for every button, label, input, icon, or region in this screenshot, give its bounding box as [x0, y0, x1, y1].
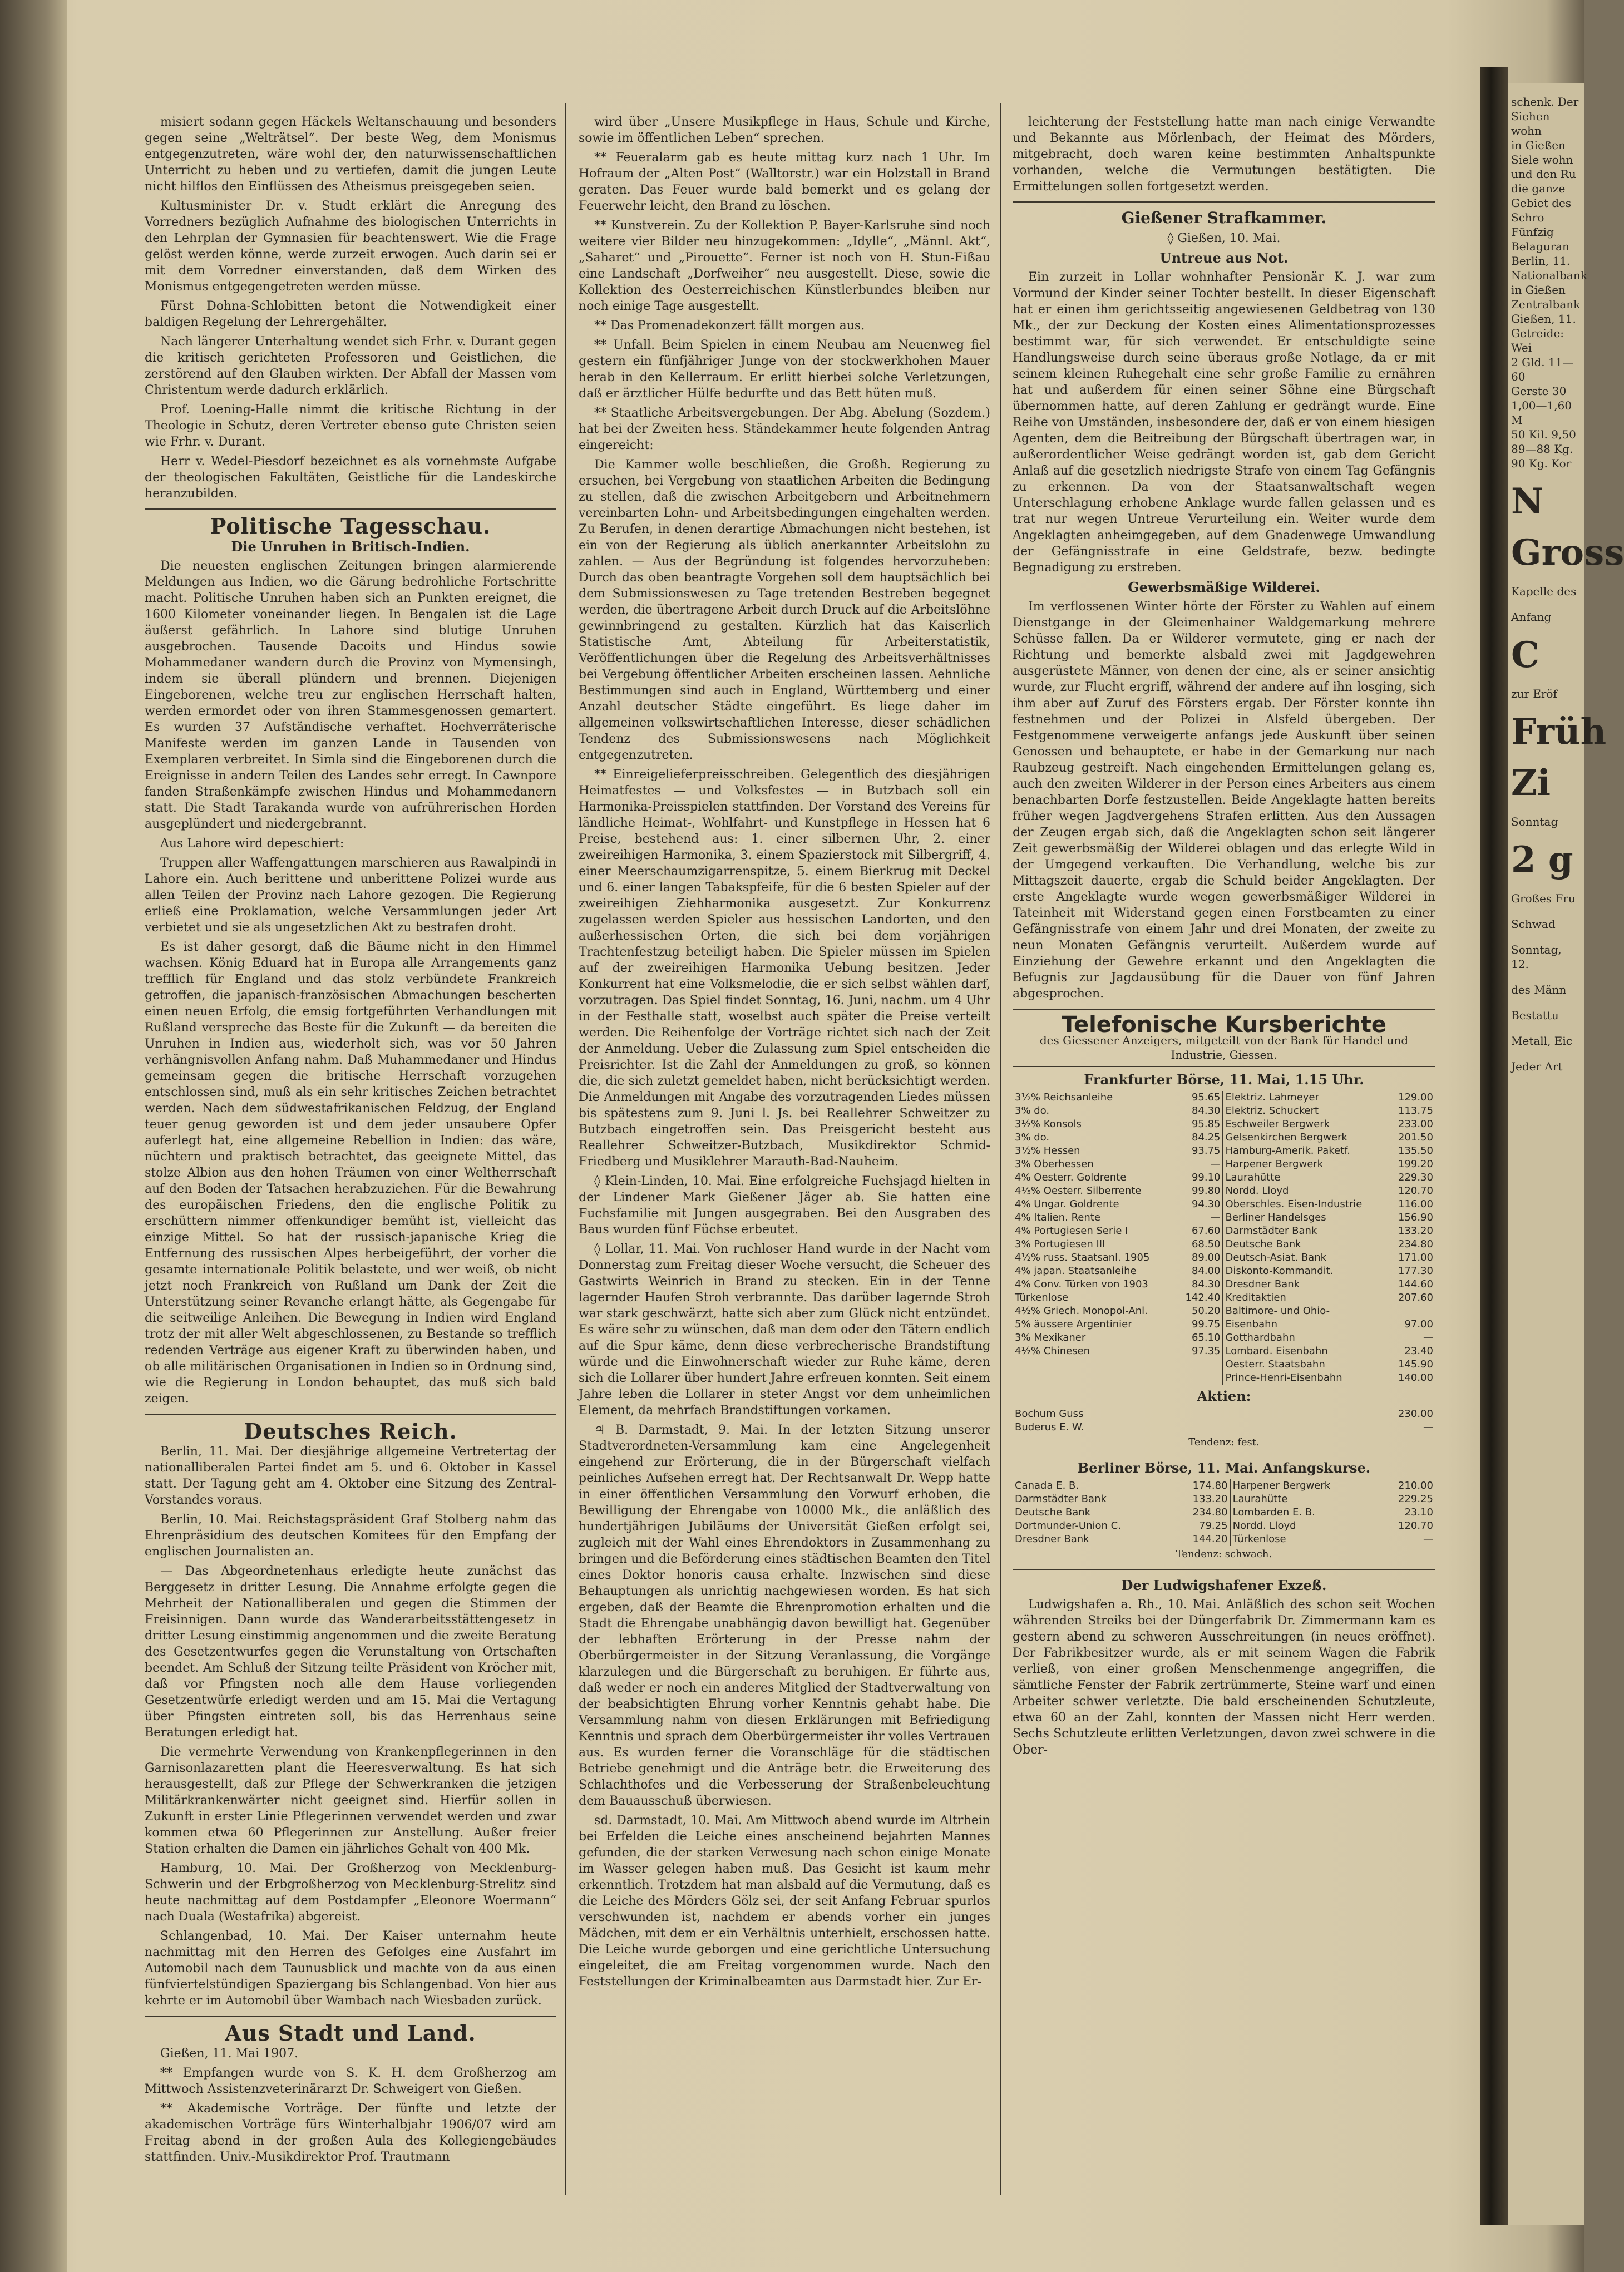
quote-row: [1013, 1184, 1435, 1198]
security-name: 3% Oberhessen: [1015, 1158, 1094, 1170]
security-name: Lombarden E. B.: [1230, 1506, 1378, 1519]
adjacent-ad-text: Metall, Eic: [1511, 1034, 1572, 1048]
adjacent-line: Gerste 30: [1511, 384, 1567, 398]
frankfurt-exchange-heading: Frankfurter Börse, 11. Mai, 1.15 Uhr.: [1084, 1071, 1364, 1088]
quote-value: [1176, 1358, 1223, 1371]
quote-row: [1013, 1506, 1435, 1519]
security-name: Hamburg-Amerik. Paketf.: [1223, 1144, 1389, 1158]
security-name: 3½% Hessen: [1015, 1145, 1080, 1157]
quote-value: 95.85: [1191, 1118, 1221, 1130]
section-rule: [1013, 1009, 1435, 1010]
adjacent-line: in Gießen: [1511, 139, 1566, 152]
quote-row: [1013, 1091, 1435, 1104]
adjacent-line: 50 Kil. 9,50: [1511, 428, 1576, 441]
quote-value: 99.10: [1191, 1172, 1221, 1183]
security-name: Laurahütte: [1223, 1171, 1389, 1184]
security-name: Elektriz. Schuckert: [1223, 1104, 1389, 1118]
quote-row: [1013, 1118, 1435, 1131]
security-name: Deutsche Bank: [1015, 1507, 1091, 1518]
security-name: 3½% Reichsanleihe: [1015, 1091, 1113, 1103]
adjacent-line: Zentralbank: [1511, 298, 1581, 311]
news-item: sd. Darmstadt, 10. Mai. Am Mittwoch abend wurde im Altrhein bei Erfelden die Leiche eines anscheinend bejahrten Mannes gefunden, die der starken Verwesung nach schon einige Monate im Wasser gelegen haben muß. Das Gesicht ist kaum mehr erkenntlich. Trotzdem hat man alsbald auf die Vermutung, daß es die Leiche des Mörders Gölz sei, der seit Anfang Februar spurlos verschwunden ist, nachdem er abends vorher ein junges Mädchen, mit dem er ein Verhältnis unterhielt, erschossen hatte. Die Leiche wurde geborgen und eine gerichtliche Untersuchung eingeleitet, die am Freitag vorgenommen wurde. Nach den Feststellungen der Kriminalbeamten aus Darmstadt hier. Zur Er-: [579, 1814, 990, 1989]
security-name: 3% Mexikaner: [1015, 1332, 1086, 1344]
quote-value: 120.70: [1398, 1185, 1433, 1197]
adjacent-line: Schro: [1511, 211, 1544, 224]
news-item: ◊ Lollar, 11. Mai. Von ruchloser Hand wurde in der Nacht vom Donnerstag zum Freitag dieser Woche versucht, die Scheuer des Gastwirts Weinrich in Brand zu stecken. Ein in der Tenne lagernder Haufen Stroh verbrannte. Das darüber lagernde Stroh war stark geschwärzt, hatte sich aber zum Glück nicht entzündet. Es wäre sehr zu wünschen, daß man dem oder den Tätern endlich auf die Spur käme, denn diese verbrecherische Brandstiftung würde und die Einwohnerschaft wieder zur Ruhe käme, deren sich die Lollarer über hundert Jahre erfreuen konnten. Seit einem Jahre leben die Lollarer in steter Angst vor dem unheimlichen Element, da mehrfach Brandstiftungen vorkamen.: [579, 1242, 990, 1417]
adjacent-line: 2 Gld. 11—60: [1511, 355, 1574, 383]
quote-value: —: [1423, 1533, 1433, 1545]
paragraph: Kultusminister Dr. v. Studt erklärt die Anregung des Vorredners bezüglich Aufnahme des biologischen Unterrichts in den Lehrplan der Gymnasien für beachtenswert. Wie die Frage gelöst werden könne, werde zurzeit erwogen. Auch darin sei er mit dem Vorredner einverstanden, daß dem Wirken des Monismus entgegengetreten werden müsse.: [145, 199, 556, 294]
stock-report-title: Telefonische Kursberichte: [1061, 1012, 1386, 1038]
quote-row: [1013, 1238, 1435, 1251]
security-name: Baltimore- und Ohio-: [1223, 1305, 1389, 1318]
quote-value: 140.00: [1398, 1372, 1433, 1384]
section-title-deutsches-reich: Deutsches Reich.: [244, 1419, 457, 1444]
quote-value: 79.25: [1199, 1520, 1228, 1532]
security-name: Nordd. Lloyd: [1230, 1519, 1378, 1533]
quote-row: [1013, 1291, 1435, 1305]
quote-value: 99.75: [1191, 1318, 1221, 1330]
quote-value: 229.30: [1398, 1172, 1433, 1183]
security-name: 4% Portugiesen Serie I: [1015, 1225, 1128, 1237]
berlin-quotes-table: [1013, 1479, 1435, 1546]
news-item: ** Unfall. Beim Spielen in einem Neubau am Neuenweg fiel gestern ein fünfjähriger Junge von der stockwerkhohen Mauer herab in den Kellerraum. Er erlitt hierbei solche Verletzungen, daß er ärztlicher Hülfe bedurfte und das Bett hüten muß.: [579, 338, 990, 401]
quote-value: 177.30: [1398, 1265, 1433, 1277]
article-ludwigshafen: Ludwigshafen a. Rh., 10. Mai. Anläßlich des schon seit Wochen währenden Streiks bei der Düngerfabrik Dr. Zimmermann kam es gestern abend zu schweren Ausschreitungen (in neues eröffnet). Der Fabrikbesitzer wurde, als er mit seinem Wagen die Fabrik verließ, von einer großen Menschenmenge angegriffen, die sämtliche Fenster der Fabrik zertrümmerte, Steine warf und einen Arbeiter schwer verletzte. Die bald erscheinenden Schutzleute, etwa 60 an der Zahl, konnten der Massen nicht Herr werden. Sechs Schutzleute erlitten Verletzungen, davon zwei schwere in die Ober-: [1013, 1598, 1435, 1757]
paragraph: Fürst Dohna-Schlobitten betont die Notwendigkeit einer baldigen Regelung der Lehrergehälter.: [145, 299, 556, 329]
quote-row: [1013, 1318, 1435, 1331]
quote-value: 120.70: [1398, 1520, 1433, 1532]
adjacent-ad-text: Sonntag, 12.: [1511, 943, 1562, 971]
quote-value: 201.50: [1398, 1132, 1433, 1143]
paragraph: Es ist daher gesorgt, daß die Bäume nicht in den Himmel wachsen. König Eduard hat in Europa alle Arrangements ganz trefflich für England und das stolz verbündete Frankreich getroffen, die japanisch-französischen Abmachungen bescherten einen neuen Erfolg, die emsig fortgeführten Verhandlungen mit Rußland verspreche das Beste für die Zukunft — da bereiten die Unruhen in Indien aus, wiederholt sich, was vor 50 Jahren verhängnisvollen Anfang nahm. Daß Muhammedaner und Hindus gemeinsam gegen die britische Herrschaft vorzugehen entschlossen sind, muß als ein sehr kritisches Zeichen betrachtet werden. Nach dem südwestafrikanischen Feldzug, der England teuer genug geworden ist und dem jeder unsaubere Opfer auferlegt hat, eine allgemeine Rebellion in Indien: das wäre, nüchtern und praktisch betrachtet, das geeignete Mittel, das stolze Albion aus den hohen Träumen von einer Weltherrschaft auf den Boden der Tatsachen herabzuziehen. Für die Bewahrung des europäischen Friedens, den die englische Politik zu erschüttern nimmer offenkundiger bemüht ist, vielleicht das einzige Mittel. So hat der russisch-japanische Krieg die Entfernung des russischen Alpes herbeigeführt, der vorher die gesamte internationale Politik belastete, und wer weiß, ob nicht jetzt noch Frankreich von Rußland um Dank der Zeit die Unterstützung seiner Revanche erlangt hätte, als Gegengabe für die seitweilige Anleihen. Die Bewegung in Indien wird England trotz der mit aller Welt abgeschlossenen, zu Bestande so trefflich redenden Verträge aus eigener Kraft zu überwinden haben, und ob alle militärischen Organisationen in Indien so in Ordnung sind, wie die Regierung in London behauptet, das muß sich bald zeigen.: [145, 940, 556, 1406]
security-name: 4⅕% Oesterr. Silberrente: [1015, 1185, 1142, 1197]
adjacent-ad-text: Früh: [1511, 711, 1607, 753]
adjacent-ad-text: Sonntag: [1511, 815, 1558, 828]
security-name: Buderus E. W.: [1015, 1421, 1084, 1433]
quote-value: 89.00: [1191, 1252, 1221, 1263]
security-name: 4½% russ. Staatsanl. 1905: [1015, 1252, 1150, 1263]
adjacent-line: und den Ru: [1511, 167, 1576, 181]
adjacent-line: Berlin, 11.: [1511, 254, 1571, 268]
quote-value: 95.65: [1191, 1091, 1221, 1103]
adjacent-line: Siehen wohn: [1511, 110, 1550, 137]
quote-value: 67.60: [1191, 1225, 1221, 1237]
article-continuation: leichterung der Feststellung hatte man nach einige Verwandte und Bekannte aus Mörlenbach, der Heimat des Mörders, mitgebracht, doch waren keine bestimmten Anhaltspunkte vorhanden, welche die Vermutungen bestätigten. Die Ermittelungen sollen fortgesetzt werden.: [1013, 115, 1435, 194]
adjacent-line: Getreide: Wei: [1511, 327, 1564, 354]
security-name: Bochum Guss: [1015, 1408, 1084, 1420]
quote-row: [1013, 1144, 1435, 1158]
security-name: 5% äussere Argentinier: [1015, 1318, 1132, 1330]
quote-row: [1013, 1211, 1435, 1224]
paragraph: Berlin, 10. Mai. Reichstagspräsident Graf Stolberg nahm das Ehrenpräsidium des deutschen Komitees für den Empfang der englischen Journalisten an.: [145, 1513, 556, 1559]
quote-row: [1013, 1198, 1435, 1211]
security-name: [1013, 1371, 1176, 1385]
security-name: Canada E. B.: [1015, 1480, 1079, 1491]
news-item: Die Kammer wolle beschließen, die Großh. Regierung zu ersuchen, bei Vergebung von staatlichen Arbeiten die Bedingung zu stellen, daß die zwischen Arbeitgebern und Arbeitnehmern vereinbarten Lohn- und Arbeitsbedingungen eingehalten werden. Zu Berufen, in denen derartige Abmachungen nicht bestehen, ist ein von der Regierung als üblich anerkannter Arbeitslohn zu zahlen. — Aus der Begründung ist folgendes hervorzuheben: Durch das oben beantragte Vorgehen soll dem hauptsächlich bei dem Submissionswesen zu Tage tretenden Bestreben begegnet werden, die übertragene Arbeit durch Druck auf die Arbeitslöhne gewinnbringend zu gestalten. Kürzlich hat das Kaiserlich Statistische Amt, Abteilung für Arbeiterstatistik, Veröffentlichungen über die Regelung des Arbeitsverhältnisses bei Vergebung öffentlicher Arbeiten erscheinen lassen. Aehnliche Bestimmungen sind auch in England, Württemberg und einer Anzahl deutscher Städte eingeführt. Es liege daher im allgemeinen volkswirtschaftlichen Interesse, dieser schädlichen Tendenz des Submissionswesens nach Möglichkeit entgegenzutreten.: [579, 458, 990, 762]
column-1: [145, 114, 556, 2184]
quote-row: [1013, 1421, 1435, 1434]
quote-value: 144.60: [1398, 1278, 1433, 1290]
adjacent-line: Gießen, 11.: [1511, 312, 1576, 325]
section-title-politische-tagesschau: Politische Tagesschau.: [210, 513, 491, 539]
section-title-stadt-und-land: Aus Stadt und Land.: [225, 2021, 476, 2046]
article-wilderei: Im verflossenen Winter hörte der Förster zu Wahlen auf einem Dienstgange in der Gleimenhainer Waldgemarkung mehrere Schüsse fallen. Da er Wilderer vermutete, ging er nach der Richtung und bemerkte alsbald zwei mit Jagdgewehren ausgerüstete Männer, von denen der eine, als er seiner ansichtig wurde, zur Flucht ergriff, während der andere auf ihn losging, sich ihm aber auf Zuruf des Försters ergab. Der Förster konnte ihn festnehmen und der Polizei in Alsfeld übergeben. Der Festgenommene verweigerte anfangs jede Auskunft über seinen Genossen und behauptete, er habe in der Gemarkung nur nach Raubzeug gestreift. Nach eingehenden Ermittelungen gelang es, auch den zweiten Wilderer in der Person eines Arbeiters aus einem benachbarten Dorfe festzustellen. Beide Angeklagte hatten bereits früher wegen Jagdvergehens Strafen erlitten. Aus den Aussagen der Zeugen ergab sich, daß die Angeklagten schon seit längerer Zeit gewerbsmäßig der Wilderei oblagen und das erlegte Wild in der Umgegend verkauften. Die Verhandlung, welche bis zur Mittagszeit dauerte, ergab die Schuld beider Angeklagten. Der erste Angeklagte wurde wegen gewerbsmäßiger Wilderei in Tateinheit mit Widerstand gegen einen Forstbeamten zu einer Gefängnisstrafe von einem Jahr und drei Monaten, der zweite zu neun Monaten Gefängnis verurteilt. Außerdem wurde auf Einziehung der Gewehre erkannt und den Angeklagten die Befugnis zur Jagdausübung für die Dauer von fünf Jahren abgesprochen.: [1013, 600, 1435, 1001]
quote-value: [1389, 1305, 1435, 1318]
paragraph: Schlangenbad, 10. Mai. Der Kaiser unternahm heute nachmittag mit den Herren des Gefolges eine Ausfahrt im Automobil nach dem Taunusblick und machte von da aus einen fünfviertelstündigen Spaziergang bis Schlangenbad. Von hier aus kehrte er im Automobil über Wambach nach Wiesbaden zurück.: [145, 1929, 556, 2008]
security-name: 4% Ungar. Goldrente: [1015, 1198, 1119, 1210]
adjacent-page-text: [1511, 95, 1587, 471]
aktien-heading: Aktien:: [1197, 1388, 1251, 1404]
quote-row: [1013, 1305, 1435, 1318]
adjacent-line: schenk. Der: [1511, 95, 1579, 108]
quote-value: 84.00: [1191, 1265, 1221, 1277]
news-item: ** Staatliche Arbeitsvergebungen. Der Abg. Abelung (Sozdem.) hat bei der Zweiten hess. Ständekammer heute folgenden Antrag eingereicht:: [579, 406, 990, 452]
frankfurt-quotes-table: [1013, 1091, 1435, 1385]
quote-value: 144.20: [1192, 1533, 1228, 1545]
security-name: 3½% Konsols: [1015, 1118, 1082, 1130]
article-title-ludwigshafen: Der Ludwigshafener Exzeß.: [1121, 1577, 1327, 1593]
security-name: Eisenbahn: [1223, 1318, 1389, 1331]
quote-value: 116.00: [1398, 1198, 1433, 1210]
security-name: Prince-Henri-Eisenbahn: [1223, 1371, 1389, 1385]
section-rule: [145, 508, 556, 510]
security-name: Oberschles. Eisen-Industrie: [1223, 1198, 1389, 1211]
news-item: ** Feueralarm gab es heute mittag kurz nach 1 Uhr. Im Hofraum der „Alten Post“ (Walltorstr.) war ein Holzstall in Brand geraten. Das Feuer wurde bald bemerkt und es gelang der Feuerwehr leicht, den Brand zu löschen.: [579, 151, 990, 213]
quote-value: 94.30: [1191, 1198, 1221, 1210]
security-name: 4½% Chinesen: [1015, 1345, 1090, 1357]
adjacent-ad-text: Anfang: [1511, 610, 1552, 624]
paragraph: Die neuesten englischen Zeitungen bringen alarmierende Meldungen aus Indien, wo die Gärung bedrohliche Fortschritte macht. Politische Unruhen haben sich an Punkten ereignet, die 1600 Kilometer voneinander liegen. In Bengalen ist die Lage äußerst gefährlich. In Lahore sind blutige Unruhen ausgebrochen. Tausende Dacoits und Hindus sowie Mohammedaner wandern durch die Provinz von Mymensingh, indem sie überall plündern und brennen. Diejenigen Eingeborenen, welche treu zur englischen Herrschaft halten, werden ermordet oder von ihren Stammesgenossen gemartert. Es wurden 37 Aufständische verhaftet. Hochverräterische Manifeste werden im ganzen Lande in Tausenden von Exemplaren verbreitet. In Simla sind die Eingeborenen durch die Ereignisse in andern Teilen des Landes sehr erregt. In Cawnpore fanden Straßenkämpfe zwischen Hindus und Mohammedanern statt. Die Stadt Tarakanda wurde von aufrührerischen Horden ausgeplündert und niedergebrannt.: [145, 559, 556, 831]
adjacent-line: Nationalbank: [1511, 269, 1587, 282]
quote-value: 230.00: [1398, 1408, 1433, 1420]
security-name: Oesterr. Staatsbahn: [1223, 1358, 1389, 1371]
quote-value: 133.20: [1398, 1225, 1433, 1237]
adjacent-line: Gebiet des: [1511, 196, 1572, 210]
adjacent-ad-text: des Männ: [1511, 983, 1567, 996]
adjacent-line: 1,00—1,60 M: [1511, 399, 1572, 427]
binding-gutter-right: [1480, 67, 1508, 2225]
column-rule: [1000, 103, 1001, 2195]
security-name: Gelsenkirchen Bergwerk: [1223, 1131, 1389, 1144]
quote-value: 97.00: [1404, 1318, 1433, 1330]
paragraph: Prof. Loening-Halle nimmt die kritische Richtung in der Theologie in Schutz, deren Vertreter ebenso gute Christen seien wie Frhr. v. Durant.: [145, 403, 556, 449]
binding-edge-left: [0, 0, 67, 2272]
adjacent-page-strip: [1508, 83, 1624, 2225]
security-name: 4% Italien. Rente: [1015, 1212, 1100, 1223]
security-name: Dresdner Bank: [1223, 1278, 1389, 1291]
quote-value: 84.25: [1191, 1132, 1221, 1143]
paragraph: misiert sodann gegen Häckels Weltanschauung und besonders gegen seine „Welträtsel“. Der beste Weg, dem Monismus entgegenzutreten, wäre wohl der, den naturwissenschaftlichen Unterricht zu heben und zu vertiefen, damit die jungen Leute nicht hilflos den Einflüssen des Atheismus preisgegeben seien.: [145, 115, 556, 194]
paragraph: Hamburg, 10. Mai. Der Großherzog von Mecklenburg-Schwerin und der Erbgroßherzog von Mecklenburg-Strelitz sind heute nachmittag auf dem Postdampfer „Eleonore Woermann“ nach Duala (Westafrika) abgereist.: [145, 1861, 556, 1924]
security-name: Lombard. Eisenbahn: [1223, 1345, 1389, 1358]
adjacent-ad-text: Schwad: [1511, 917, 1556, 931]
security-name: Dresdner Bank: [1015, 1533, 1089, 1545]
quote-row: [1013, 1224, 1435, 1238]
quote-row: [1013, 1171, 1435, 1184]
adjacent-ad-text: Bestattu: [1511, 1009, 1559, 1022]
security-name: Berliner Handelsges: [1223, 1211, 1389, 1224]
quote-row: [1013, 1278, 1435, 1291]
quote-value: 113.75: [1398, 1105, 1433, 1117]
security-name: 3% Portugiesen III: [1015, 1238, 1105, 1250]
quote-row: [1013, 1158, 1435, 1171]
security-name: Gotthardbahn: [1223, 1331, 1389, 1345]
article-untreue: Ein zurzeit in Lollar wohnhafter Pensionär K. J. war zum Vormund der Kinder seiner Tochter bestellt. In dieser Eigenschaft hat er einen ihm gerichtsseitig angewiesenen Geldbetrag von 130 Mk., der zur Deckung der Kosten eines Alimentationsprozesses bestimmt war, für sich verwendet. Er entschuldigte seine Handlungsweise durch seine überaus große Notlage, da er mit seinem kleinen Ruhegehalt eine sehr große Familie zu ernähren hat und außerdem für einen seiner Söhne eine Bürgschaft übernommen hatte, auf deren Zahlung er gedrängt wurde. Eine Reihe von Umständen, insbesondere der, daß er von einem hiesigen Agenten, dem die Beitreibung der Bürgschaft übertragen war, in außerordentlicher Weise gedrängt worden ist, gab dem Gericht Anlaß auf die gesetzlich niedrigste Strafe von einem Tag Gefängnis zu erkennen. Da von der Staatsanwaltschaft wegen Unterschlagung erhobene Anklage wurde fallen gelassen und es trat nur wegen Untreue Verurteilung ein. Weiter wurde dem Angeklagten anheimgegeben, auf dem Gnadenwege Umwandlung der Gefängnisstrafe in eine Geldstrafe, bezw. bedingte Begnadigung zu erstreben.: [1013, 270, 1436, 575]
adjacent-ad-text: zur Eröf: [1511, 687, 1557, 700]
quote-value: 234.80: [1192, 1507, 1228, 1518]
quote-value: 210.00: [1398, 1480, 1433, 1491]
quote-value: 23.10: [1404, 1507, 1433, 1518]
news-item: ** Einreigelieferpreisschreiben. Gelegentlich des diesjährigen Heimatfestes — und Volksfestes — in Butzbach soll ein Harmonika-Preisspielen stattfinden. Der Vorstand des Vereins für ländliche Heimat-, Wohlfahrt- und Kunstpflege in Hessen hat 6 Preise, bestehend aus: 1. einer silbernen Uhr, 2. einer zweireihigen Harmonika, 3. einem Spazierstock mit Silbergriff, 4. einer Meerschaumzigarrenspitze, 5. einem Bierkrug mit Deckel und 6. einer langen Tabakspfeife, für die 6 besten Spieler auf der zweireihigen Ziehharmonika ausgesetzt. Zur Konkurrenz zugelassen werden Spieler aus hessischen Landorten, und den außerhessischen Orten, die sich bei dem vorjährigen Trachtenfestzug beteiligt haben. Die Spieler müssen im Spielen auf der zweireihigen Harmonika Uebung besitzen. Jeder Konkurrent hat eine Volksmelodie, die er sich selbst wählen darf, vorzutragen. Das Spiel findet Sonntag, 16. Juni, nachm. um 4 Uhr in der Festhalle statt, woselbst auch später die Preise verteilt werden. Die Reihenfolge der Vorträge richtet sich nach der Zeit der Anmeldung. Ueber die Zulassung zum Spiel entscheiden die Preisrichter. Ist die Zahl der Anmeldungen zu groß, so können die, die sich zuletzt gemeldet haben, nicht berücksichtigt werden. Die Anmeldungen mit Angabe des vorzutragenden Liedes müssen bis spätestens zum 9. Juni l. Js. bei Reallehrer Schweitzer zu Butzbach eingetroffen sein. Das Preisgericht besteht aus Reallehrer Schweitzer-Butzbach, Musikdirektor Schmid-Friedberg und Musiklehrer Marauth-Bad-Nauheim.: [579, 768, 990, 1169]
security-name: Eschweiler Bergwerk: [1223, 1118, 1389, 1131]
paragraph: Truppen aller Waffengattungen marschieren aus Rawalpindi in Lahore ein. Auch berittene und unberittene Polizei wurde aus allen Teilen der Provinz nach Lahore gezogen. Die Regierung erließ eine Proklamation, welche Versammlungen jeder Art verbietet und sie als ungesetzlichen Akt zu bestrafen droht.: [145, 856, 556, 935]
section-rule: [145, 2016, 556, 2017]
news-item: ** Kunstverein. Zu der Kollektion P. Bayer-Karlsruhe sind noch weitere vier Bilder neu hinzugekommen: „Idylle“, „Männl. Akt“, „Saharet“ und „Pirouette“. Ferner ist noch von H. Stun-Fißau eine Landschaft „Dorfweiher“ neu ausgestellt. Diese, sowie die Kollektion des Oesterreichischen Künstlerbundes bleiben nur noch einige Tage ausgestellt.: [579, 219, 990, 313]
quote-row: [1013, 1104, 1435, 1118]
article-deutsches-reich: [145, 1444, 556, 2009]
quote-value: 97.35: [1191, 1345, 1221, 1357]
adjacent-ad-text: Kapelle des: [1511, 585, 1577, 598]
adjacent-line: 90 Kg. Kor: [1511, 457, 1572, 470]
security-name: Türkenlose: [1015, 1292, 1069, 1303]
security-name: 4% Oesterr. Goldrente: [1015, 1172, 1127, 1183]
security-name: Diskonto-Kommandit.: [1223, 1265, 1389, 1278]
news-item: wird über „Unsere Musikpflege in Haus, Schule und Kirche, sowie im öffentlichen Leben“ sprechen.: [579, 115, 990, 145]
quote-value: 65.10: [1191, 1332, 1221, 1344]
quote-row: [1013, 1493, 1435, 1506]
article-monismus: [145, 114, 556, 502]
adjacent-line: 89—88 Kg.: [1511, 442, 1573, 456]
column-rule: [565, 103, 566, 2195]
security-name: Deutsche Bank: [1223, 1238, 1389, 1251]
quote-value: —: [1210, 1212, 1221, 1223]
security-name: Nordd. Lloyd: [1223, 1184, 1389, 1198]
quote-value: 84.30: [1191, 1105, 1221, 1117]
security-name: Deutsch-Asiat. Bank: [1223, 1251, 1389, 1265]
security-name: Elektriz. Lahmeyer: [1223, 1091, 1389, 1104]
quote-row: [1013, 1331, 1435, 1345]
adjacent-line: Belaguran: [1511, 240, 1569, 253]
quote-value: —: [1210, 1158, 1221, 1170]
tendenz-berlin: Tendenz: schwach.: [1176, 1548, 1272, 1560]
news-item: ◊ Klein-Linden, 10. Mai. Eine erfolgreiche Fuchsjagd hielten in der Lindener Mark Gießener Jäger ab. Sie hatten eine Fuchsfamilie mit Jungen ausgegraben. Bei den Ausgraben des Baus wurden fünf Füchse erbeutet.: [579, 1174, 990, 1237]
article-title-unruhen-indien: Die Unruhen in Britisch-Indien.: [231, 539, 470, 555]
adjacent-line: in Gießen: [1511, 283, 1566, 297]
aktien-table: [1013, 1407, 1435, 1434]
adjacent-line: die ganze: [1511, 182, 1566, 195]
local-news-list: [579, 114, 990, 1990]
adjacent-ad-text: Großes Fru: [1511, 892, 1576, 905]
security-name: Darmstädter Bank: [1015, 1493, 1107, 1505]
section-rule: [145, 1414, 556, 1415]
adjacent-page-ads: [1508, 481, 1624, 1074]
news-item: ** Das Promenadekonzert fällt morgen aus.: [594, 319, 865, 333]
quote-value: 199.20: [1398, 1158, 1433, 1170]
article-stadt-und-land: [145, 2046, 556, 2165]
quote-value: 229.25: [1398, 1493, 1433, 1505]
quote-row: [1013, 1371, 1435, 1385]
security-name: 3% do.: [1015, 1105, 1050, 1117]
adjacent-ad-text: N: [1511, 481, 1544, 522]
column-3: [1013, 114, 1435, 2184]
adjacent-ad-text: Zi: [1511, 762, 1551, 804]
paragraph: Herr v. Wedel-Piesdorf bezeichnet es als vornehmste Aufgabe der theologischen Fakultäten, Geistliche für die Landeskirche heranzubilden.: [145, 455, 556, 501]
quote-value: 233.00: [1398, 1118, 1433, 1130]
article-title-untreue: Untreue aus Not.: [1159, 250, 1289, 266]
paragraph: ** Akademische Vorträge. Der fünfte und letzte der akademischen Vorträge fürs Winterhalbjahr 1906/07 wird am Freitag abend in der großen Aula des Kollegiengebäudes stattfinden. Univ.-Musikdirektor Prof. Trautmann: [145, 2102, 556, 2164]
quote-value: 156.90: [1398, 1212, 1433, 1223]
security-name: Harpener Bergwerk: [1223, 1158, 1389, 1171]
security-name: Darmstädter Bank: [1223, 1224, 1389, 1238]
quote-row: [1013, 1131, 1435, 1144]
security-name: 4% Conv. Türken von 1903: [1015, 1278, 1148, 1290]
quote-value: 207.60: [1398, 1292, 1433, 1303]
security-name: Kreditaktien: [1223, 1291, 1389, 1305]
quote-row: [1013, 1407, 1435, 1421]
article-title-wilderei: Gewerbsmäßige Wilderei.: [1128, 579, 1320, 595]
quote-value: 142.40: [1185, 1292, 1221, 1303]
quote-value: 174.80: [1192, 1480, 1228, 1491]
quote-value: [1176, 1371, 1223, 1385]
dateline: ◊ Gießen, 10. Mai.: [1167, 231, 1281, 245]
security-name: 4% japan. Staatsanleihe: [1015, 1265, 1137, 1277]
quote-value: 23.40: [1404, 1345, 1433, 1357]
paragraph: ** Empfangen wurde von S. K. H. dem Großherzog am Mittwoch Assistenzveterinärarzt Dr. Schweigert von Gießen.: [145, 2066, 556, 2096]
adjacent-ad-text: Gross: [1511, 532, 1624, 574]
paragraph: — Das Abgeordnetenhaus erledigte heute zunächst das Berggesetz in dritter Lesung. Die Annahme erfolgte gegen die Mehrheit der Nationalliberalen und gegen die Stimmen der Freisinnigen. Dann wurde das Wanderarbeitsstättengesetz in dritter Lesung einstimmig angenommen und die zweite Beratung des Gesetzentwurfes gegen die Verunstaltung von Ortschaften beendet. Am Schluß der Sitzung teilte Präsident von Kröcher mit, daß vor Pfingsten noch alle dem Hause vorliegenden Gesetzentwürfe erledigt werden und am 15. Mai die Vertagung über Pfingsten eintreten soll, bis das Herrenhaus seine Beratungen erledigt hat.: [145, 1564, 556, 1740]
adjacent-ad-text: C: [1511, 634, 1539, 676]
section-title-strafkammer: Gießener Strafkammer.: [1121, 209, 1327, 227]
quote-row: [1013, 1519, 1435, 1533]
paragraph: Die vermehrte Verwendung von Krankenpflegerinnen in den Garnisonlazaretten plant die Heeresverwaltung. Es hat sich herausgestellt, daß zur Pflege der Schwerkranken die jetzigen Militärkrankenwärter nicht geeignet sind. Hierfür sollen in Zukunft in erster Linie Pflegerinnen verwendet werden und zwar kommen etwa 60 Pflegerinnen zur Anstellung. Außer freier Station erhalten die Damen ein jährliches Gehalt von 400 Mk.: [145, 1745, 556, 1856]
quote-row: [1013, 1479, 1435, 1493]
security-name: 3% do.: [1015, 1132, 1050, 1143]
quote-row: [1013, 1251, 1435, 1265]
article-unruhen-indien: [145, 558, 556, 1407]
security-name: Laurahütte: [1230, 1493, 1378, 1506]
section-rule: [1013, 1569, 1435, 1570]
quote-value: 171.00: [1398, 1252, 1433, 1263]
quote-value: 93.75: [1191, 1145, 1221, 1157]
quote-value: —: [1423, 1332, 1433, 1344]
quote-value: 133.20: [1192, 1493, 1228, 1505]
quote-row: [1013, 1358, 1435, 1371]
news-item: ♃ B. Darmstadt, 9. Mai. In der letzten Sitzung unserer Stadtverordneten-Versammlung kam eine Angelegenheit eingehend zur Erörterung, die in der Bürgerschaft vielfach peinliches Aufsehen erregt hat. Der Rechtsanwalt Dr. Wepp hatte in einer öffentlichen Versammlung den Vorwurf erhoben, die Bewilligung der Ehrengabe von 10000 Mk., die anläßlich des hundertjährigen Jubiläums der Universität Gießen erfolgt sei, zugleich mit der Wahl eines Ehrendoktors in Zusammenhang zu bringen und die Beförderung eines städtischen Beamten den Titel eines Doktor honoris causa erhalte. Inzwischen sind diese Behauptungen als unrichtig nachgewiesen worden. Es hat sich ergeben, daß der Beamte die Ehrenpromotion erhalten und die Stadt die Ehrengabe unabhängig davon bewilligt hat. Gegenüber der lebhaften Erörterung in der Presse nahm der Oberbürgermeister in der Sitzung Veranlassung, die Vorgänge klarzulegen und die Bürgerschaft zu beruhigen. Er führte aus, daß weder er noch ein anderes Mitglied der Stadtverwaltung von der beabsichtigten Ehrung vorher Kenntnis gehabt habe. Die Versammlung nahm von diesen Erklärungen mit Befriedigung Kenntnis und sprach dem Oberbürgermeister ihr volles Vertrauen aus. Es wurden ferner die Voranschläge für die städtischen Betriebe genehmigt und die Anträge betr. die Erweiterung des Schlachthofes und die Verbesserung der Straßenbeleuchtung dem Bauausschuß überwiesen.: [579, 1423, 990, 1808]
newspaper-page: [128, 92, 1452, 2206]
quote-value: —: [1423, 1421, 1433, 1433]
quote-value: 68.50: [1191, 1238, 1221, 1250]
berlin-exchange-heading: Berliner Börse, 11. Mai. Anfangskurse.: [1077, 1460, 1371, 1476]
paragraph: Berlin, 11. Mai. Der diesjährige allgemeine Vertretertag der nationalliberalen Partei findet am 5. und 6. Oktober in Kassel statt. Der Tagung geht am 4. Oktober eine Sitzung des Zentral-Vorstandes voraus.: [145, 1445, 556, 1507]
paragraph: Nach längerer Unterhaltung wendet sich Frhr. v. Durant gegen die kritisch gerichteten Professoren und Geistlichen, die zerstörend auf den Glauben wirkten. Der Abfall der Massen vom Christentum werde dadurch erklärlich.: [145, 335, 556, 397]
security-name: Dortmunder-Union C.: [1015, 1520, 1121, 1532]
adjacent-ad-text: 2 g: [1511, 839, 1573, 881]
quote-value: 129.00: [1398, 1091, 1433, 1103]
quote-value: 84.30: [1191, 1278, 1221, 1290]
paragraph: Aus Lahore wird depeschiert:: [160, 837, 344, 851]
quote-row: [1013, 1345, 1435, 1358]
divider: [1013, 1066, 1435, 1067]
quote-row: [1013, 1533, 1435, 1546]
quote-value: 99.80: [1191, 1185, 1221, 1197]
quote-value: 145.90: [1398, 1359, 1433, 1370]
quote-value: 234.80: [1398, 1238, 1433, 1250]
column-2: [579, 114, 990, 2184]
security-name: Türkenlose: [1230, 1533, 1378, 1546]
quote-row: [1013, 1265, 1435, 1278]
adjacent-line: Siele wohn: [1511, 153, 1573, 166]
stock-report-subtitle: des Giessener Anzeigers, mitgeteilt von der Bank für Handel und Industrie, Giessen.: [1039, 1034, 1409, 1061]
adjacent-ad-text: Jeder Art: [1511, 1060, 1563, 1073]
tendenz-frankfurt: Tendenz: fest.: [1188, 1436, 1260, 1448]
adjacent-line: Fünfzig: [1511, 225, 1554, 239]
quote-value: 135.50: [1398, 1145, 1433, 1157]
security-name: Harpener Bergwerk: [1230, 1479, 1378, 1493]
security-name: 4½% Griech. Monopol-Anl.: [1015, 1305, 1148, 1317]
quote-value: 50.20: [1191, 1305, 1221, 1317]
paragraph: Gießen, 11. Mai 1907.: [160, 2047, 299, 2061]
section-rule: [1013, 201, 1435, 203]
security-name: [1013, 1358, 1176, 1371]
